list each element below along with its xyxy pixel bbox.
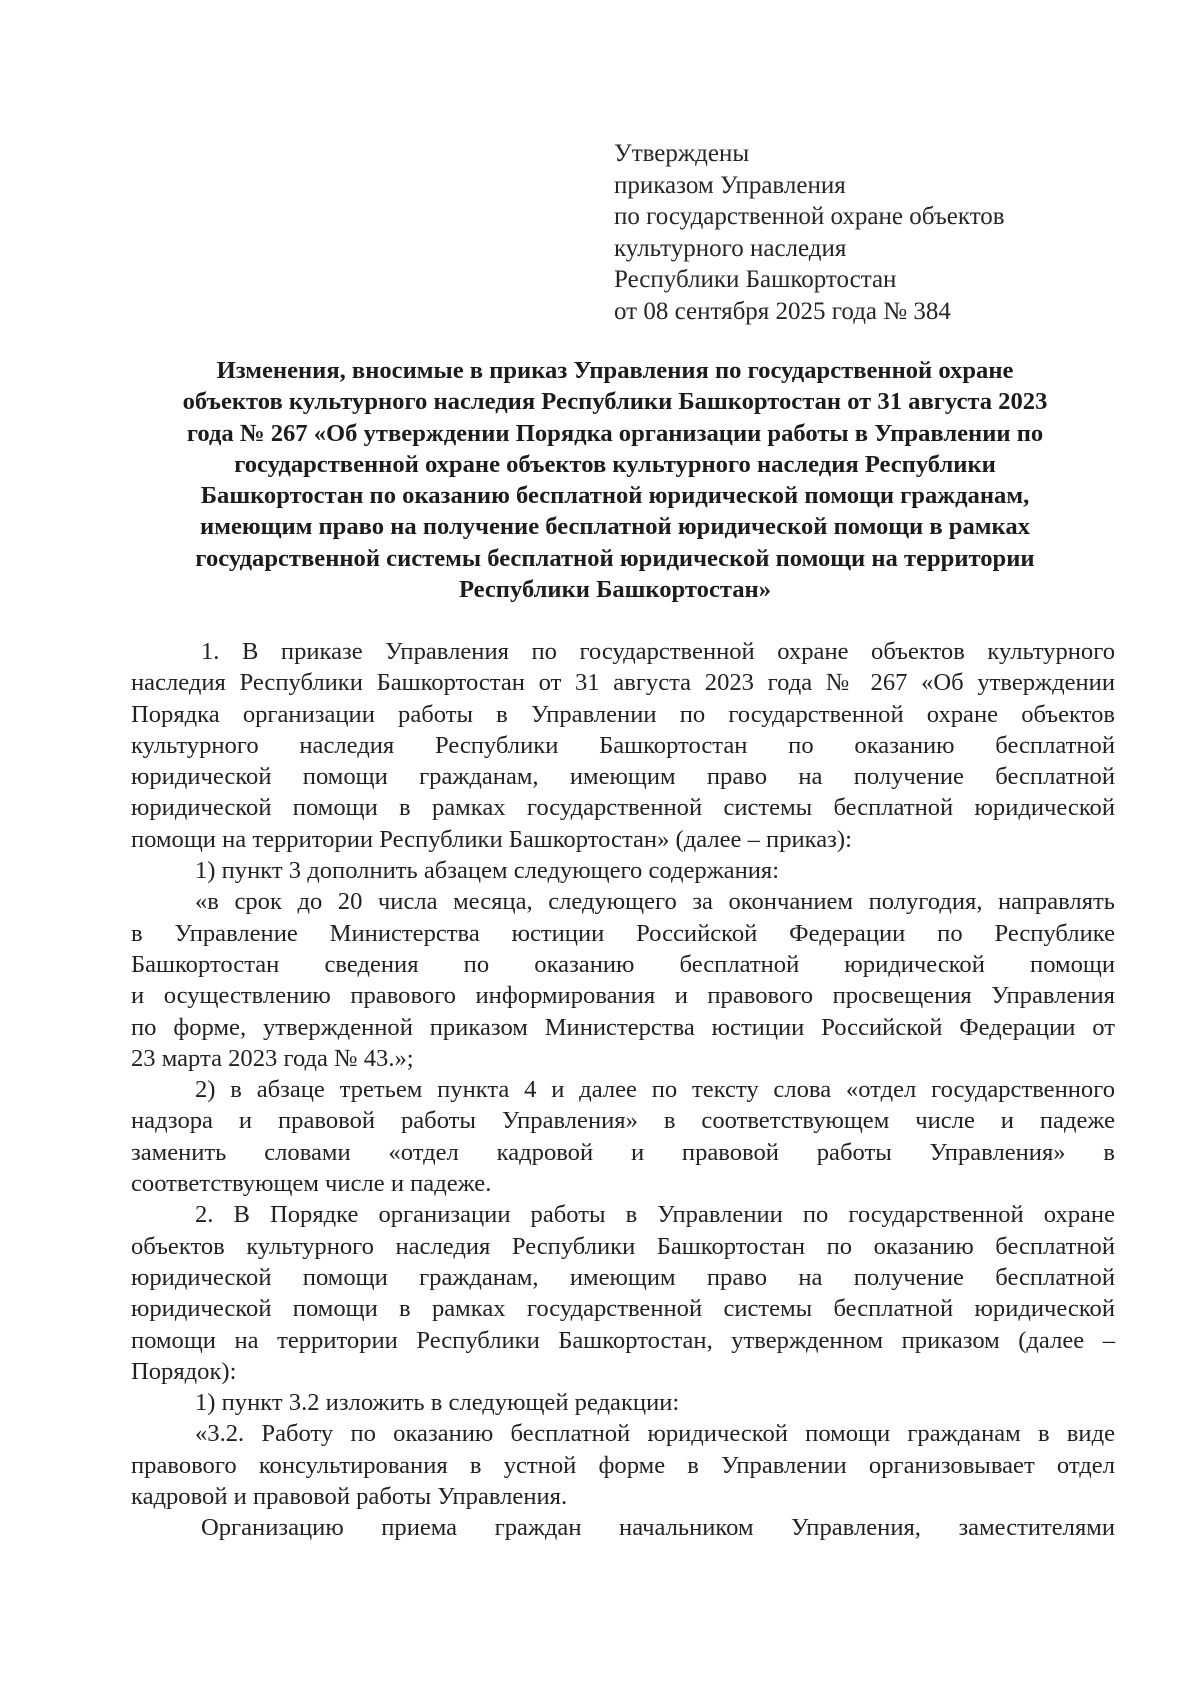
title-line: государственной охране объектов культурного наследия Республики — [234, 450, 996, 478]
body-line: наследия Республики Башкортостан от 31 августа 2023 года № 267 «Об утверждении — [131, 669, 1115, 697]
body-line: помощи на территории Республики Башкортостан» (далее – приказ): — [131, 825, 852, 853]
approval-line: приказом Управления — [614, 171, 846, 199]
body-line: «в срок до 20 числа месяца, следующего за окончанием полугодия, направлять — [195, 888, 1115, 916]
body-line: и осуществлению правового информирования и правового просвещения Управления — [131, 982, 1115, 1010]
body-line: 2. В Порядке организации работы в Управлении по государственной охране — [195, 1201, 1115, 1229]
body-line: соответствующем числе и падеже. — [131, 1170, 492, 1198]
body-line: юридической помощи в рамках государственной системы бесплатной юридической — [131, 1295, 1115, 1323]
body-line: Башкортостан сведения по оказанию бесплатной юридической помощи — [131, 950, 1115, 978]
approval-line: по государственной охране объектов — [614, 203, 1005, 231]
body-line: кадровой и правовой работы Управления. — [131, 1483, 568, 1511]
body-line: 23 марта 2023 года № 43.»; — [131, 1044, 414, 1072]
title-line: имеющим право на получение бесплатной юридической помощи в рамках — [200, 513, 1030, 541]
body-line: помощи на территории Республики Башкортостан, утвержденном приказом (далее – — [131, 1326, 1115, 1354]
body-line: 1. В приказе Управления по государственной охране объектов культурного — [201, 638, 1115, 665]
title-line: Башкортостан по оказанию бесплатной юридической помощи гражданам, — [200, 482, 1030, 510]
body-line: объектов культурного наследия Республики Башкортостан по оказанию бесплатной — [131, 1232, 1115, 1260]
approval-line: культурного наследия — [614, 234, 847, 262]
body-line: в Управление Министерства юстиции Российской Федерации по Республике — [131, 919, 1115, 947]
body-line: 1) пункт 3.2 изложить в следующей редакции: — [195, 1389, 680, 1417]
body-line: 2) в абзаце третьем пункта 4 и далее по тексту слова «отдел государственного — [195, 1076, 1115, 1104]
approval-line: Республики Башкортостан — [614, 266, 897, 294]
body-line: надзора и правовой работы Управления» в соответствующем числе и падеже — [131, 1107, 1115, 1135]
title-line: объектов культурного наследия Республики Башкортостан от 31 августа 2023 — [182, 388, 1048, 416]
body-line: по форме, утвержденной приказом Министерства юстиции Российской Федерации от — [131, 1013, 1115, 1041]
body-line: культурного наследия Республики Башкортостан по оказанию бесплатной — [131, 731, 1115, 759]
approval-line: от 08 сентября 2025 года № 384 — [614, 297, 951, 325]
document-title — [130, 355, 1100, 605]
title-line: Изменения, вносимые в приказ Управления по государственной охране — [216, 357, 1014, 384]
title-line: государственной системы бесплатной юридической помощи на территории — [195, 544, 1035, 572]
body-line: 1) пункт 3 дополнить абзацем следующего содержания: — [195, 857, 780, 885]
title-line: Республики Башкортостан» — [458, 576, 772, 604]
approval-block — [614, 138, 1005, 328]
title-line: года № 267 «Об утверждении Порядка организации работы в Управлении по — [186, 419, 1044, 447]
body-line: «3.2. Работу по оказанию бесплатной юридической помощи гражданам в виде — [195, 1420, 1115, 1448]
body-line: Порядка организации работы в Управлении по государственной охране объектов — [131, 700, 1115, 728]
document-body — [131, 636, 1115, 1544]
body-line: Организацию приема граждан начальником Управления, заместителями — [201, 1514, 1115, 1542]
body-line: юридической помощи гражданам, имеющим право на получение бесплатной — [131, 763, 1115, 791]
body-line: правового консультирования в устной форме в Управлении организовывает отдел — [131, 1451, 1115, 1479]
body-line: юридической помощи гражданам, имеющим право на получение бесплатной — [131, 1263, 1115, 1291]
body-line: юридической помощи в рамках государственной системы бесплатной юридической — [131, 794, 1115, 822]
approval-line: Утверждены — [614, 140, 750, 167]
body-line: Порядок): — [131, 1357, 237, 1385]
body-line: заменить словами «отдел кадровой и правовой работы Управления» в — [131, 1138, 1115, 1166]
